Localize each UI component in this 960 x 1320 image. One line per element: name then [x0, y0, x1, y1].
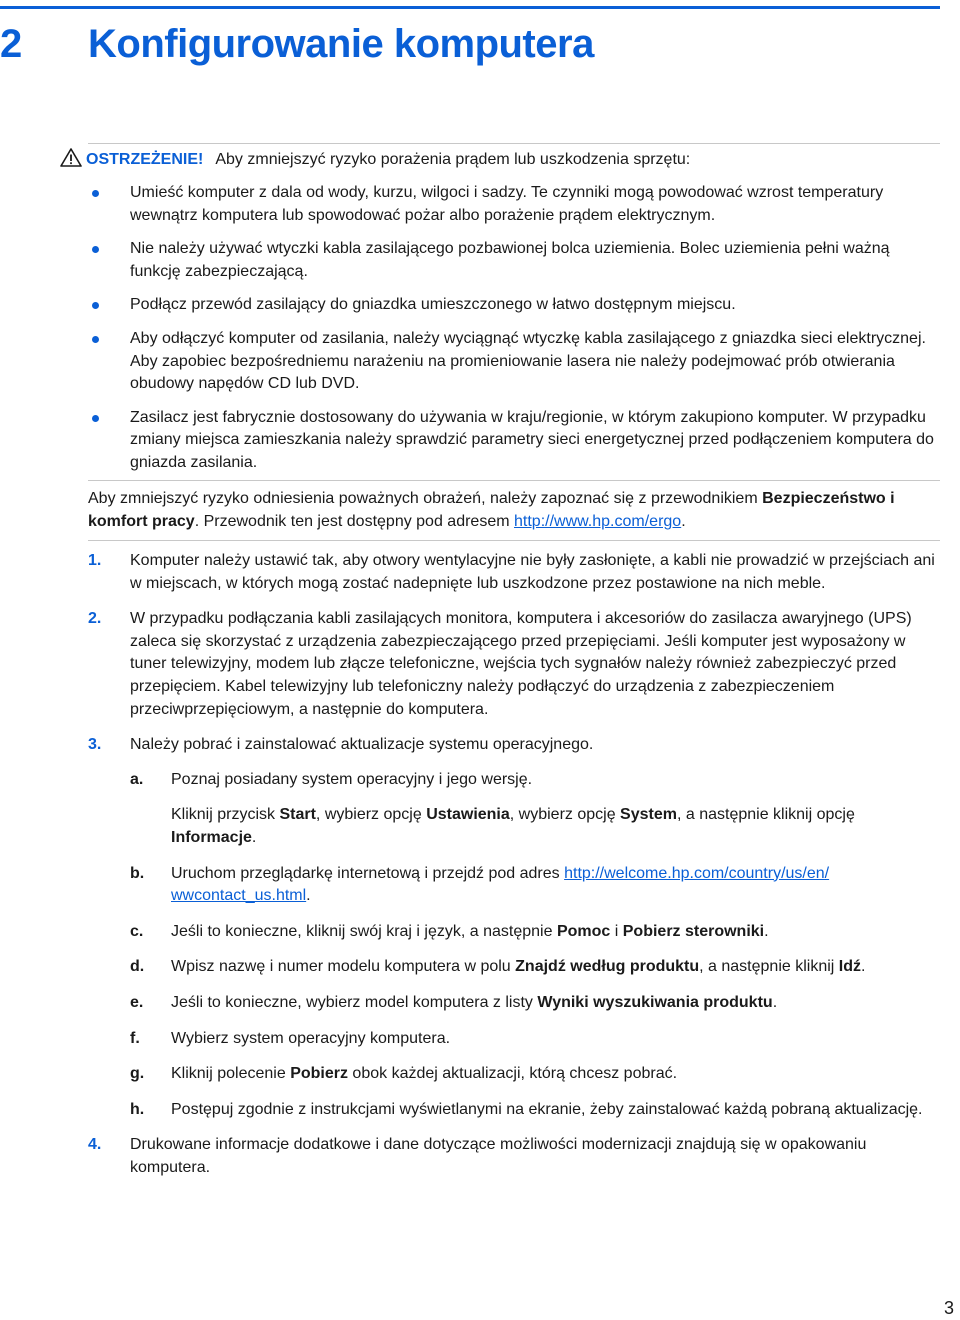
field-term: Znajdź według produktu [515, 958, 700, 976]
support-link[interactable]: http://welcome.hp.com/country/us/en/ [564, 864, 830, 882]
text-span: , wybierz opcję [509, 806, 621, 824]
results-term: Wyniki wyszukiwania produktu [537, 993, 773, 1011]
top-rule [0, 6, 940, 9]
substep-d [130, 956, 940, 979]
text-span: . [764, 922, 769, 940]
substep-b [130, 863, 940, 908]
go-term: Idź [838, 958, 861, 976]
step-number: 2. [88, 610, 102, 628]
warning-triangle-icon [60, 148, 82, 174]
warning-top-rule [88, 143, 940, 144]
bullet-dot [92, 415, 99, 422]
bullet-dot [92, 336, 99, 343]
text-span: . [251, 828, 257, 846]
substep-text: Postępuj zgodnie z instrukcjami wyświetlanymi na ekranie, żeby zainstalować każdą pobraną aktualizację. [171, 1100, 923, 1118]
bullet-text: Umieść komputer z dala od wody, kurzu, wilgoci i sadzy. Te czynniki mogą powodować wzrost temperatury wewnątrz komputera lub spowodować pożar albo porażenie prądem elektrycznym. [130, 184, 884, 224]
substep-letter: c. [130, 922, 144, 940]
text-span: . [861, 958, 866, 976]
step-number: 4. [88, 1136, 102, 1154]
text-span: Kliknij przycisk [171, 806, 280, 824]
text-span: , a następnie kliknij opcję [676, 806, 855, 824]
list-item [90, 238, 940, 283]
drivers-term: Pobierz sterowniki [622, 922, 765, 940]
substep-c [130, 921, 940, 944]
text-span: i [610, 922, 623, 940]
step-text: Komputer należy ustawić tak, aby otwory wentylacyjne nie były zasłonięte, a kabli nie prowadzić w przejściach ani w miejscach, w których mogą zostać nadepnięte lub uszkodzone przez postawione na nich meble. [130, 552, 935, 592]
text-span: . Przewodnik ten jest dostępny pod adresem [194, 512, 514, 530]
steps-rule [88, 540, 940, 541]
warning-bottom-rule [88, 480, 940, 481]
step-text: Należy pobrać i zainstalować aktualizacje systemu operacyjnego. [130, 736, 594, 754]
list-item [90, 294, 940, 317]
substep-h [130, 1099, 940, 1122]
text-span: Jeśli to konieczne, kliknij swój kraj i język, a następnie [171, 922, 557, 940]
substep-letter: b. [130, 864, 145, 882]
list-item [90, 182, 940, 227]
guide-title: Bezpieczeństwo i komfort pracy [88, 490, 895, 530]
system-term: System [620, 806, 677, 824]
support-link-cont[interactable]: wwcontact_us.html [171, 887, 307, 905]
bullet-text: Aby odłączyć komputer od zasilania, należy wyciągnąć wtyczkę kabla zasilającego z gniazdka sieci elektrycznej. Aby zapobiec bezpośredniemu narażeniu na promieniowanie lasera nie należy podejmować prób otwierania obudowy napędów CD lub DVD. [130, 329, 926, 393]
bullet-text: Podłącz przewód zasilający do gniazdka umieszczonego w łatwo dostępnym miejscu. [130, 296, 736, 314]
step-1 [88, 550, 940, 595]
help-term: Pomoc [556, 922, 611, 940]
substep-letter: h. [130, 1100, 145, 1118]
step-4 [88, 1134, 940, 1179]
bullet-dot [92, 302, 99, 309]
substep-a [130, 769, 940, 850]
substep-letter: a. [130, 770, 144, 788]
start-term: Start [279, 806, 316, 824]
step-text: W przypadku podłączania kabli zasilających monitora, komputera i akcesoriów do zasilacza awaryjnego (UPS) zaleca się skorzystać z urządzenia zabezpieczającego przed przepięciami. Jeśli komputer jest wyposażony w tuner telewizyjny, modem lub złącze telefoniczne, wejścia tych sygnałów należy również zabezpieczyć przed przepięciem. Kabel telewizyjny lub telefoniczny należy podłączyć do urządzenia z zabezpieczeniem przeciwprzepięciowym, a następnie do komputera. [130, 610, 912, 718]
substep-letter: e. [130, 993, 144, 1011]
text-span: Aby zmniejszyć ryzyko odniesienia poważnych obrażeń, należy zapoznać się z przewodnikiem [88, 490, 763, 507]
list-item [90, 328, 940, 396]
chapter-heading [0, 22, 594, 67]
substep-letter: f. [130, 1029, 140, 1047]
step-3 [88, 734, 940, 1121]
bullet-dot [92, 246, 99, 253]
info-term: Informacje [171, 828, 252, 846]
step-number: 1. [88, 552, 102, 569]
ergo-link[interactable]: http://www.hp.com/ergo [514, 512, 682, 530]
text-span: obok każdej aktualizacji, którą chcesz pobrać. [347, 1065, 678, 1083]
substep-letter: d. [130, 958, 145, 976]
text-span: , wybierz opcję [315, 806, 427, 824]
download-term: Pobierz [290, 1065, 348, 1083]
substep-detail [171, 804, 940, 849]
text-span: , a następnie kliknij [699, 958, 839, 976]
settings-term: Ustawienia [426, 806, 510, 824]
bullet-text: Zasilacz jest fabrycznie dostosowany do używania w kraju/regionie, w którym zakupiono komputer. W przypadku zmiany miejsca zamieszkania należy sprawdzić parametry sieci energetycznej przed podłączeniem komputera do gniazda zasilania. [130, 408, 934, 471]
setup-steps [88, 550, 940, 1192]
list-item [90, 407, 940, 475]
substep-text: Uruchom przeglądarkę internetową i przejdź pod adres [171, 864, 565, 882]
substep-f [130, 1028, 940, 1051]
chapter-title: Konfigurowanie komputera [88, 22, 594, 66]
warning-header [60, 148, 690, 174]
warning-intro: Aby zmniejszyć ryzyko porażenia prądem lub uszkodzenia sprzętu: [215, 151, 691, 168]
text-span: Wpisz nazwę i numer modelu komputera w polu [171, 958, 516, 976]
safety-paragraph [88, 488, 940, 533]
page-number: 3 [944, 1298, 955, 1318]
text-span: . [306, 887, 311, 905]
substep-e [130, 992, 940, 1015]
text-span: . [681, 512, 686, 530]
substep-letter: g. [130, 1065, 145, 1083]
warning-label: OSTRZEŻENIE! [86, 151, 204, 168]
text-span: . [772, 993, 778, 1011]
warning-bullet-list [90, 182, 940, 486]
text-span: Jeśli to konieczne, wybierz model komputera z listy [171, 993, 538, 1011]
substep-list [130, 769, 940, 1122]
step-text: Drukowane informacje dodatkowe i dane dotyczące możliwości modernizacji znajdują się w opakowaniu komputera. [130, 1136, 867, 1176]
step-2 [88, 608, 940, 721]
bullet-text: Nie należy używać wtyczki kabla zasilającego pozbawionej bolca uziemienia. Bolec uziemienia pełni ważną funkcję zabezpieczającą. [130, 240, 890, 280]
chapter-number: 2 [0, 22, 22, 66]
substep-g [130, 1063, 940, 1086]
bullet-dot [92, 190, 99, 197]
substep-text: Wybierz system operacyjny komputera. [171, 1029, 451, 1047]
substep-text: Poznaj posiadany system operacyjny i jego wersję. [171, 770, 533, 788]
step-number: 3. [88, 736, 102, 754]
text-span: Kliknij polecenie [171, 1065, 291, 1083]
